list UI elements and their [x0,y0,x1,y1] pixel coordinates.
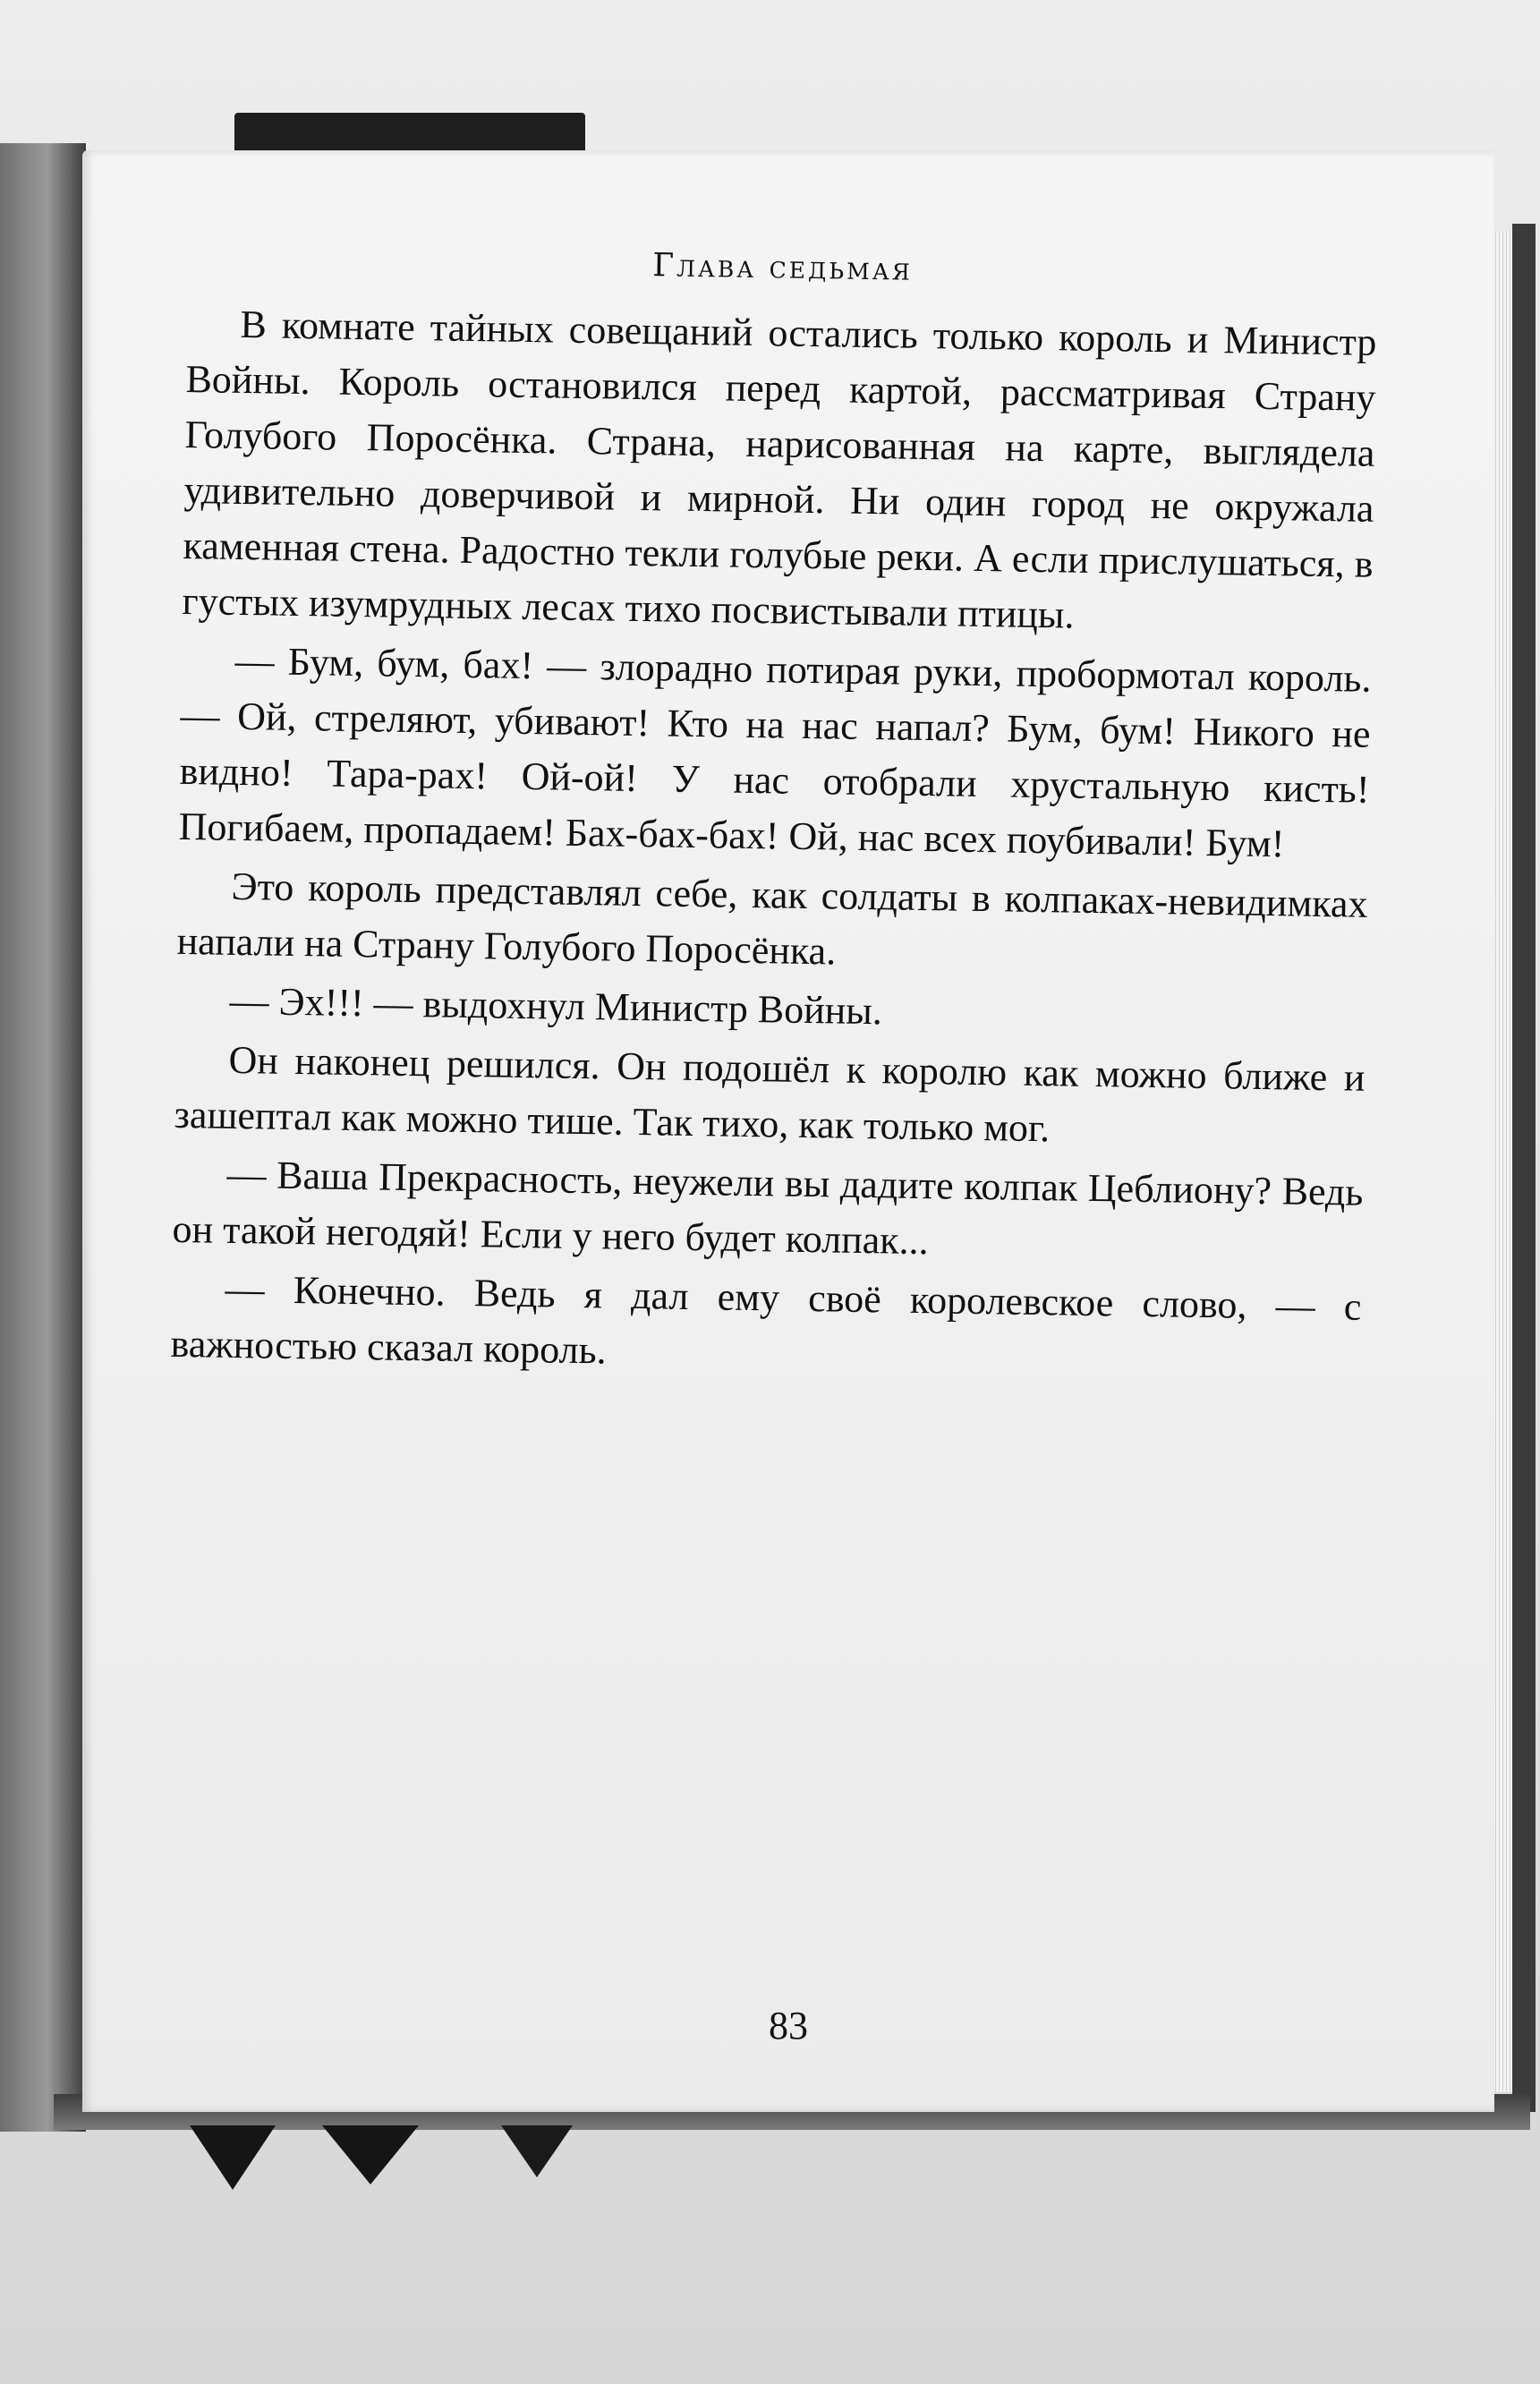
paragraph: Он наконец решился. Он подошёл к королю как можно ближе и зашептал как можно тише. Так тихо, как только мог. [174,1037,1366,1151]
page-number: 83 [769,2004,808,2048]
book-page-edges [1493,231,1512,2092]
book-page [82,150,1494,2112]
chapter-heading: Глава седьмая [651,247,914,288]
paragraph: — Бум, бум, бах! — злорадно потирая руки, пробормотал король. — Ой, стреляют, убивают! Кто на нас напал? Бум, бум! Никого не видно! Тара-рах! Ой-ой! У нас отобрали хрустальную кисть! Погибаем, пропадаем! Бах-бах-бах! Ой, нас всех поубивали! Бум! [178,638,1372,866]
paragraph: — Конечно. Ведь я дал ему своё королевское слово, — с важностью сказал король. [170,1266,1362,1373]
ribbon-shape [501,2125,573,2177]
ribbon-shape [190,2125,276,2190]
paragraph: — Ваша Прекрасность, неужели вы дадите колпак Цеблиону? Ведь он такой негодяй! Если у него будет колпак... [172,1152,1364,1264]
book-cover-right [1512,224,1536,2112]
paragraph: В комнате тайных совещаний остались только король и Министр Войны. Король остановился перед картой, рассматривая Страну Голубого Поросёнка. Страна, нарисованная на карте, выглядела удивительно доверчивой и мирной. Ни один город не окружала каменная стена. Радостно текли голубые реки. А если прислушаться, в густых изумрудных лесах тихо посвистывали птицы. [182,302,1377,637]
paragraph: — Эх!!! — выдохнул Министр Войны. [229,978,883,1034]
page-text [170,240,1378,1391]
paragraph: Это король представлял себе, как солдаты в колпаках-невидимках напали на Страну Голубого Поросёнка. [176,864,1368,974]
ribbon-shape [322,2125,419,2184]
book-cover-left [0,143,86,2132]
